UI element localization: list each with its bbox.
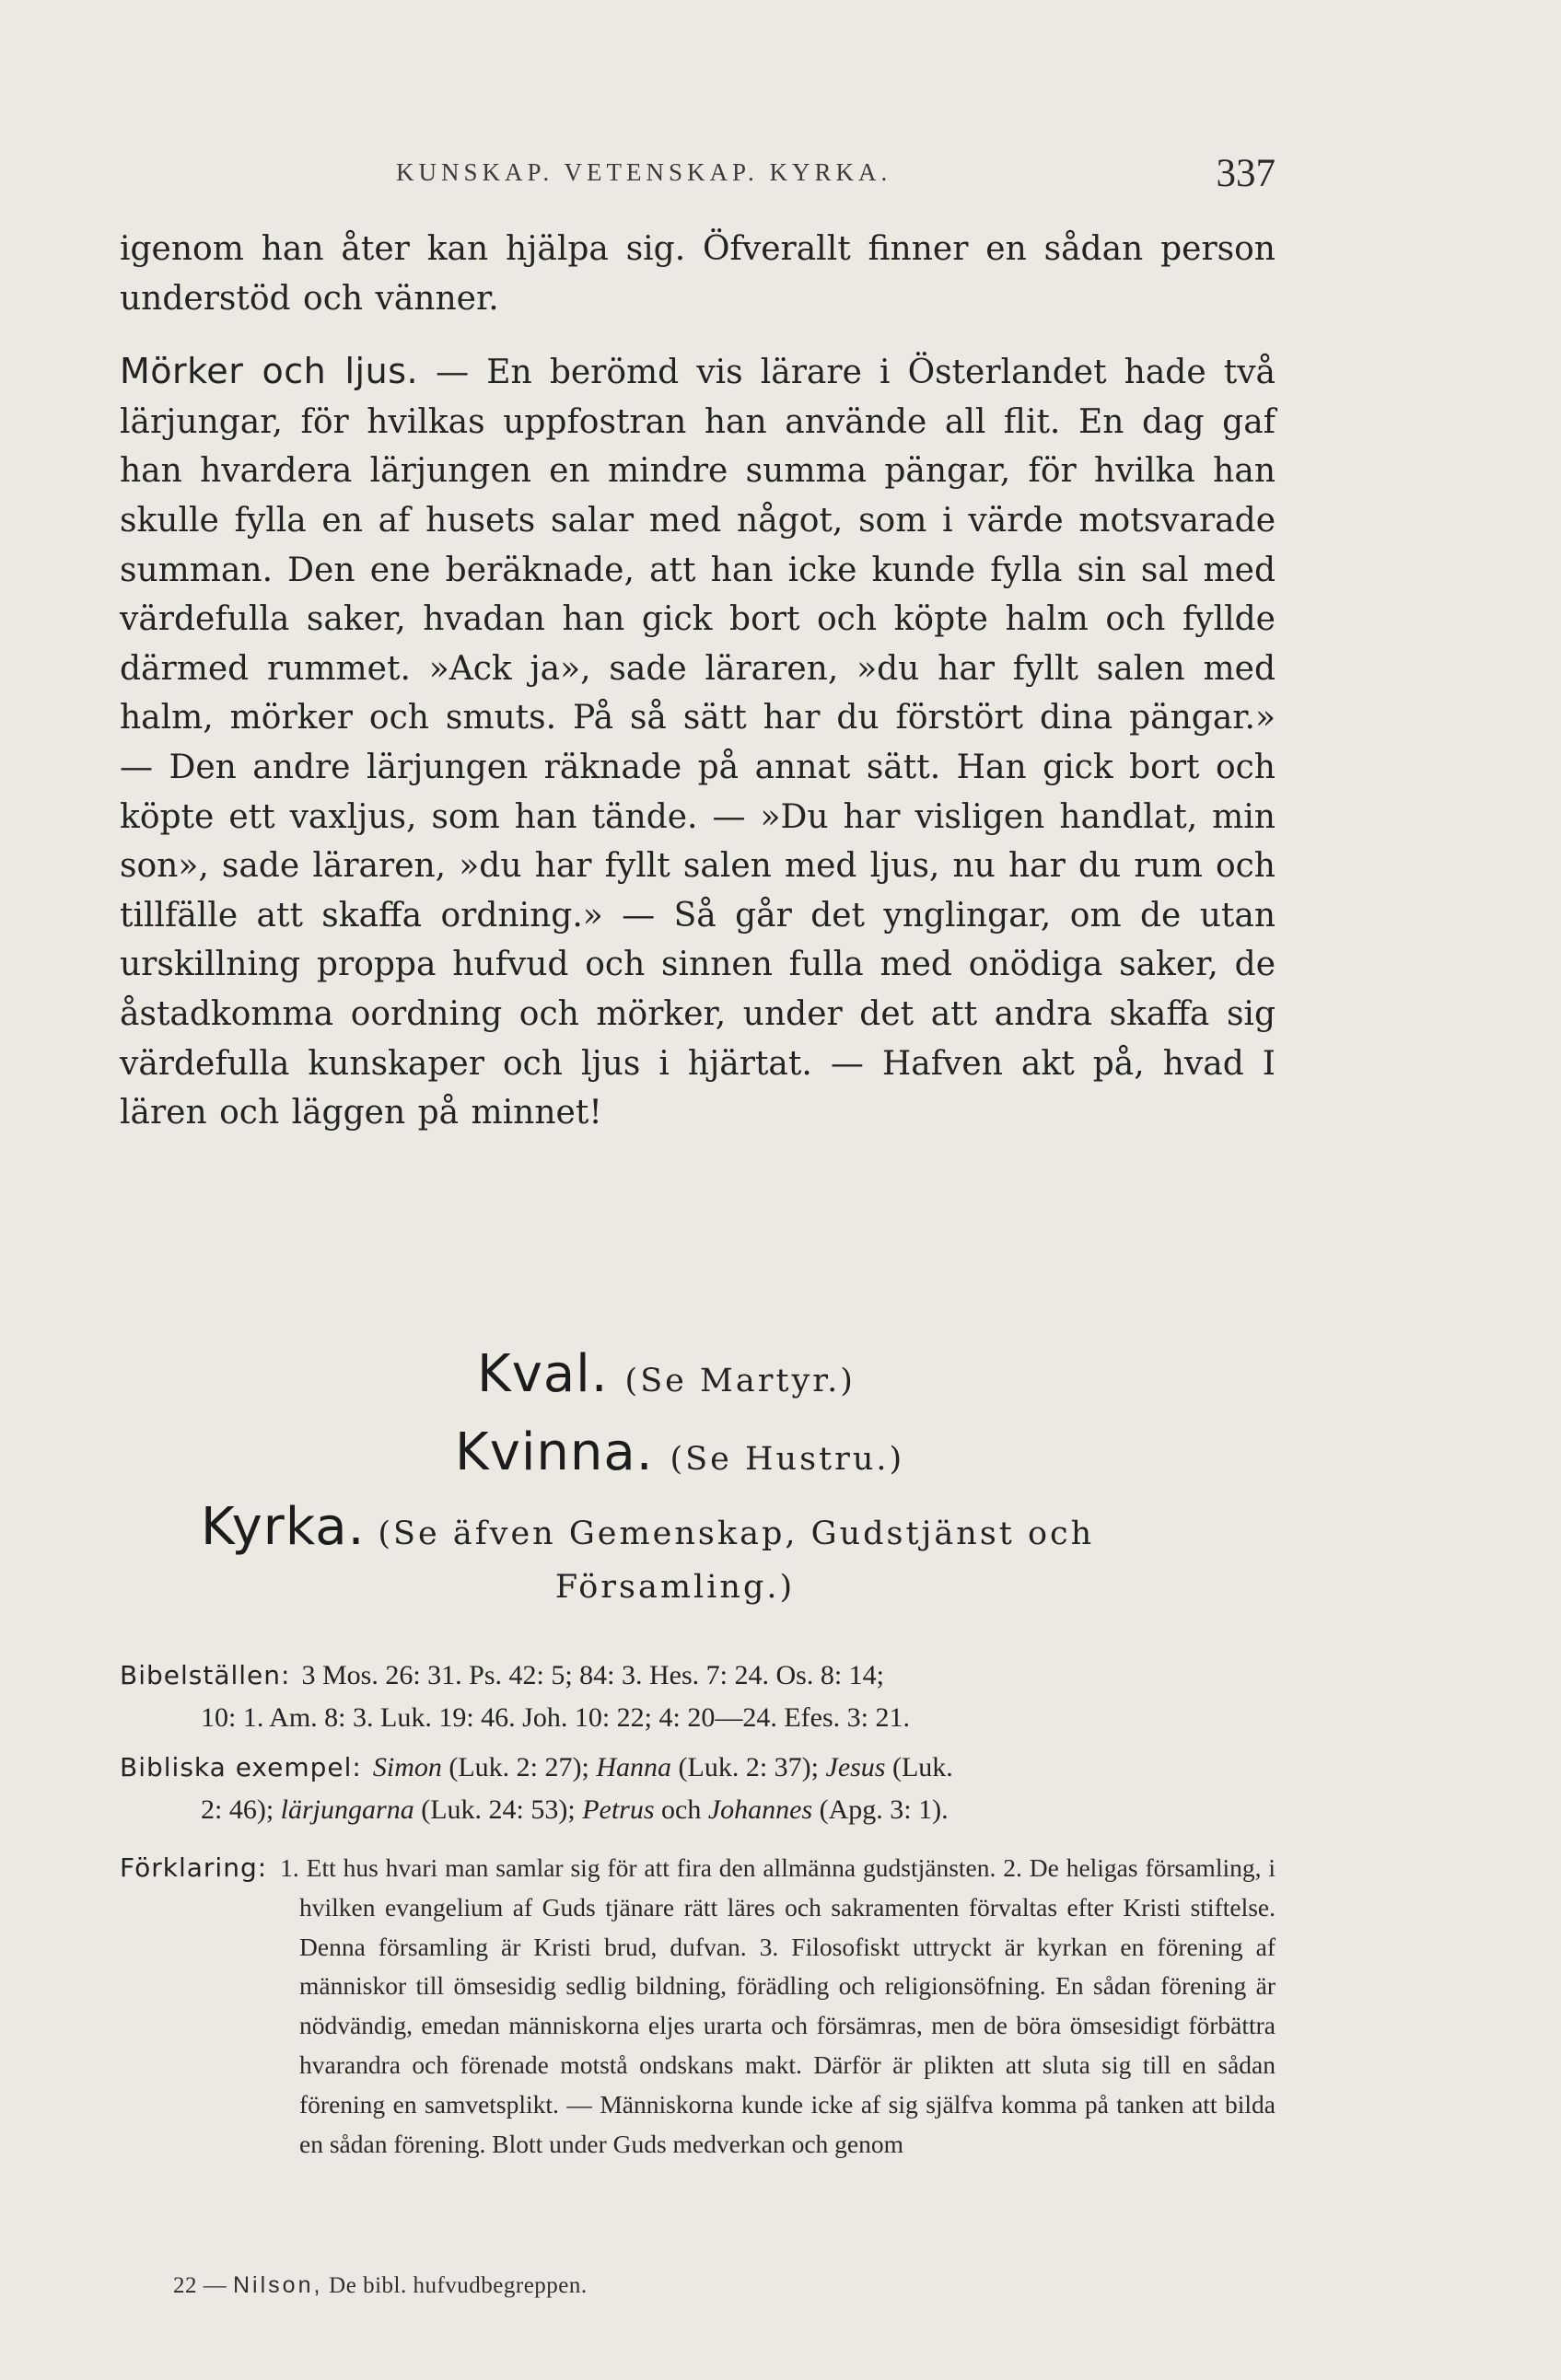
entry-headword: Kvinna. <box>455 1422 654 1482</box>
bibliska-exempel <box>120 1747 1276 1831</box>
ref-text: (Apg. 3: 1). <box>812 1794 949 1825</box>
paragraph-continuation: igenom han åter kan hjälpa sig. Öfverallt finner en sådan person understöd och vänner. <box>120 230 1276 318</box>
entry-headword: Kyrka. <box>201 1497 366 1557</box>
entry-kvinna <box>455 1422 904 1482</box>
ref-text: (Luk. <box>885 1752 953 1782</box>
forklaring <box>120 1849 1276 2164</box>
forklaring-paragraph <box>120 1849 1276 2164</box>
forklaring-label: Förklaring: <box>120 1852 268 1883</box>
bibelstallen-label: Bibelställen: <box>120 1660 291 1690</box>
page-number: 337 <box>1216 152 1276 195</box>
bibelstallen <box>120 1654 1276 1739</box>
paragraph-morker-och-ljus <box>120 347 1276 1138</box>
body-text <box>120 225 1276 1138</box>
footer-work: De bibl. hufvudbegreppen. <box>329 2273 588 2298</box>
entry-cross-reference: (Se Martyr.) <box>624 1363 856 1399</box>
bibliska-label: Bibliska exempel: <box>120 1752 362 1782</box>
section-heading: Mörker och ljus. <box>120 351 419 392</box>
running-head-title: KUNSKAP. VETENSKAP. KYRKA. <box>396 158 892 186</box>
ref-name: Petrus <box>582 1794 655 1825</box>
bibliska-line2 <box>120 1789 1276 1831</box>
signature-mark: 22 — <box>173 2273 227 2298</box>
ref-name: Hanna <box>596 1752 672 1782</box>
signature-line <box>173 2272 588 2299</box>
entry-kyrka <box>201 1497 1186 1614</box>
ref-name: Jesus <box>825 1752 886 1782</box>
ref-name: Johannes <box>707 1794 813 1825</box>
bibelstallen-line1: 3 Mos. 26: 31. Ps. 42: 5; 84: 3. Hes. 7: 24. Os. 8: 14; <box>301 1660 885 1690</box>
ref-text: och <box>654 1794 708 1825</box>
footer-author: Nilson, <box>233 2272 323 2298</box>
entry-cross-reference: (Se Hustru.) <box>670 1441 905 1478</box>
ref-name: lärjungarna <box>280 1794 414 1825</box>
ref-text: 2: 46); <box>201 1794 281 1825</box>
entry-headword: Kval. <box>477 1344 609 1404</box>
paragraph-text: — En berömd vis lärare i Österlandet hade två lärjungar, för hvilkas uppfostran han använde all flit. En dag gaf han hvardera lärjungen en mindre summa pängar, för hvilka han skulle fylla en af husets salar med något, som i värde motsvarade summan. Den ene beräknade, att han icke kunde fylla sin sal med värdefulla saker, hvadan han gick bort och köpte halm och fyllde därmed rummet. »Ack ja», sade läraren, »du har fyllt salen med halm, mörker och smuts. På så sätt har du förstört dina pängar.» — Den andre lärjungen räknade på annat sätt. Han gick bort och köpte ett vaxljus, som han tände. — »Du har visligen handlat, min son», sade läraren, »du har fyllt salen med ljus, nu har du rum och tillfälle att skaffa ordning.» — Så går det ynglingar, om de utan urskillning proppa hufvud och sinnen fulla med onödiga saker, de åstadkomma oordning och mörker, under det att andra skaffa sig värdefulla kunskaper och ljus i hjärtat. — Hafven akt på, hvad I lären och läggen på minnet! <box>120 354 1276 1132</box>
ref-text: (Luk. 2: 27); <box>441 1752 597 1782</box>
forklaring-text: 1. Ett hus hvari man samlar sig för att fira den allmänna gudstjänsten. 2. De heligas församling, i hvilken evangelium af Guds tjänare rätt läres och sakramenten förvaltas efter Kristi stiftelse. Denna församling är Kristi brud, dufvan. 3. Filosofiskt uttryckt är kyrkan en förening af människor till ömsesidig sedlig bildning, förädling och religionsöfning. En sådan förening är nödvändig, emedan människorna eljes urarta och försämras, men de böra ömsesidigt förbättra hvarandra och förenade motstå ondskans makt. Därför är plikten att sluta sig till en sådan förening en samvetsplikt. — Människorna kunde icke af sig själfva komma på tanken att bilda en sådan förening. Blott under Guds medverkan och genom <box>280 1853 1276 2158</box>
bibelstallen-line2: 10: 1. Am. 8: 3. Luk. 19: 46. Joh. 10: 22; 4: 20—24. Efes. 3: 21. <box>201 1702 910 1733</box>
ref-text: (Luk. 24: 53); <box>414 1794 583 1825</box>
ref-name: Simon <box>372 1752 442 1782</box>
entry-cross-reference: (Se äfven Gemenskap, Gudstjänst och <box>378 1515 1095 1552</box>
entry-cross-reference-cont: Församling.) <box>554 1569 796 1606</box>
ref-text: (Luk. 2: 37); <box>671 1752 826 1782</box>
entry-kval <box>477 1344 856 1404</box>
